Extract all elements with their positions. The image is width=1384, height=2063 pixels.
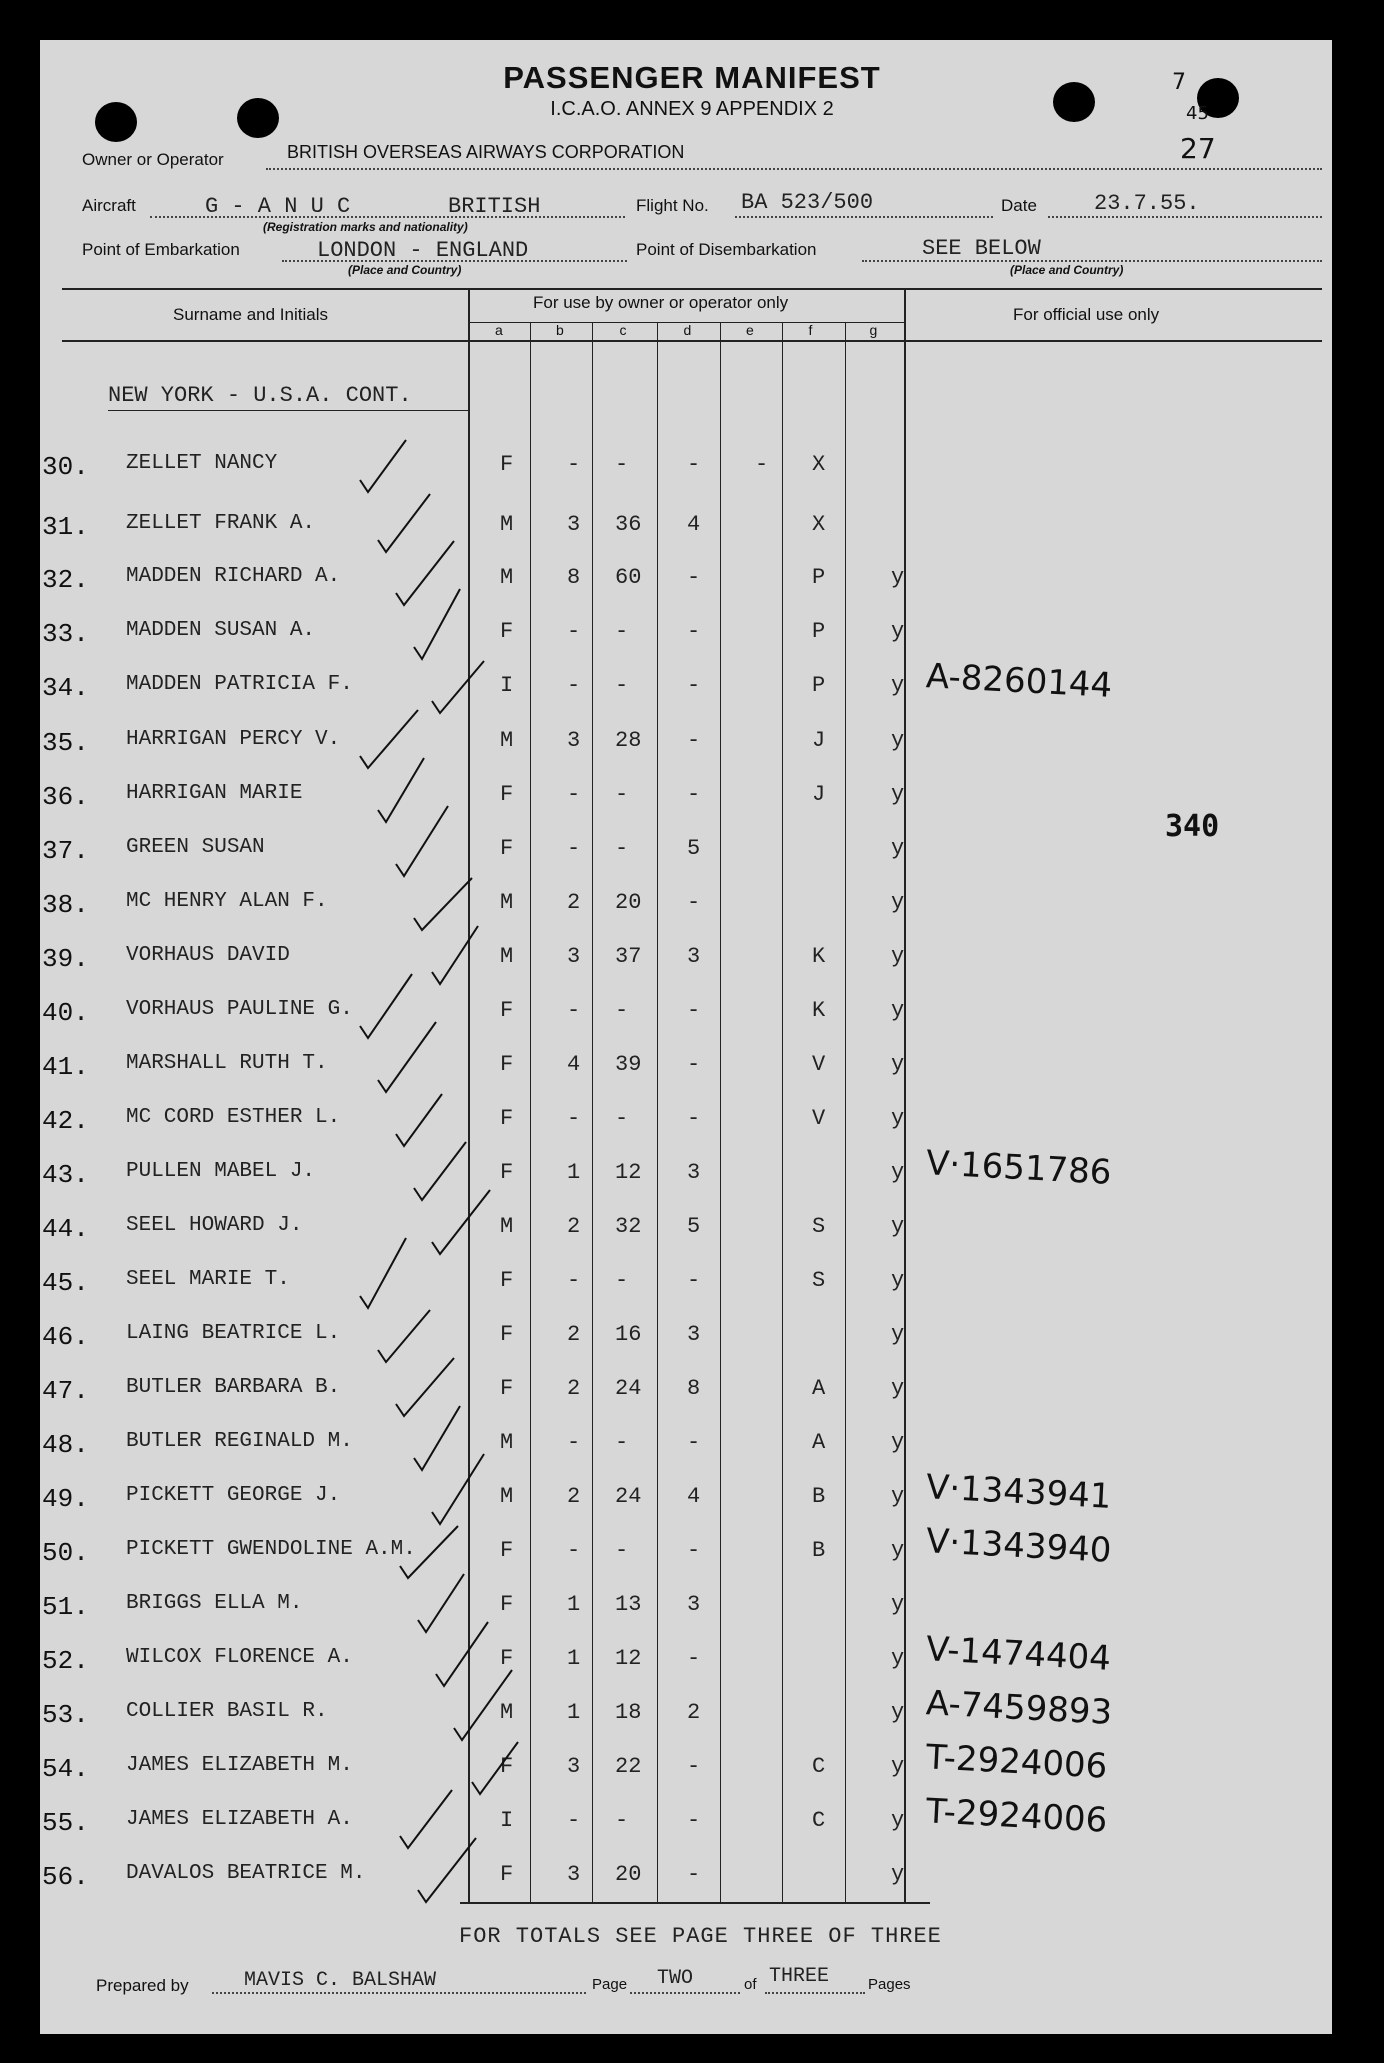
cell-b: 3 xyxy=(567,1754,581,1779)
cell-g: y xyxy=(891,1376,905,1401)
page-label: Page xyxy=(592,1976,628,1993)
row-number: 37. xyxy=(42,836,89,866)
of-line xyxy=(765,1992,865,1994)
date-label: Date xyxy=(1001,196,1037,215)
cell-g: y xyxy=(891,782,905,807)
prepared-line xyxy=(212,1992,586,1994)
cell-b: 3 xyxy=(567,1862,581,1887)
cell-d: - xyxy=(687,1106,701,1131)
prepared-value: MAVIS C. BALSHAW xyxy=(244,1969,437,1992)
flight-value: BA 523/500 xyxy=(741,190,874,215)
cell-f: B xyxy=(812,1538,826,1563)
cell-g: y xyxy=(891,1592,905,1617)
cell-a: M xyxy=(500,1214,514,1239)
disembark-note: (Place and Country) xyxy=(1010,263,1124,277)
cell-g: y xyxy=(891,1106,905,1131)
passenger-name: SEEL MARIE T. xyxy=(126,1268,290,1291)
cell-d: - xyxy=(687,1538,701,1563)
subcolumn-header: e xyxy=(746,322,754,338)
aircraft-note: (Registration marks and nationality) xyxy=(263,220,468,234)
cell-a: M xyxy=(500,565,514,590)
row-number: 49. xyxy=(42,1484,89,1514)
cell-g: y xyxy=(891,1700,905,1725)
tick-mark xyxy=(360,440,406,492)
tick-mark xyxy=(414,1142,466,1200)
tick-mark xyxy=(432,926,478,984)
cell-c: 32 xyxy=(615,1214,642,1239)
passenger-name: ZELLET FRANK A. xyxy=(126,512,316,535)
row-number: 50. xyxy=(42,1538,89,1568)
cell-b: - xyxy=(567,673,581,698)
passenger-name: PULLEN MABEL J. xyxy=(126,1160,316,1183)
cell-a: M xyxy=(500,890,514,915)
row-number: 40. xyxy=(42,998,89,1028)
cell-g: y xyxy=(891,1646,905,1671)
cell-d: - xyxy=(687,1808,701,1833)
tick-mark xyxy=(414,589,460,659)
row-number: 46. xyxy=(42,1322,89,1352)
cell-a: F xyxy=(500,998,514,1023)
cell-b: - xyxy=(567,1430,581,1455)
aircraft-value: G - A N U C xyxy=(205,194,351,219)
cell-f: J xyxy=(812,782,826,807)
passenger-name: HARRIGAN MARIE xyxy=(126,782,303,805)
passenger-name: BRIGGS ELLA M. xyxy=(126,1592,303,1615)
embark-value: LONDON - ENGLAND xyxy=(317,238,529,263)
official-note: A-8260144 xyxy=(925,656,1114,706)
cell-g: y xyxy=(891,1538,905,1563)
cell-g: y xyxy=(891,565,905,590)
passenger-name: LAING BEATRICE L. xyxy=(126,1322,341,1345)
pages-label: Pages xyxy=(868,1976,911,1993)
row-number: 54. xyxy=(42,1754,89,1784)
passenger-name: GREEN SUSAN xyxy=(126,836,265,859)
tick-mark xyxy=(378,1310,430,1362)
page-line xyxy=(630,1992,740,1994)
cell-d: - xyxy=(687,1862,701,1887)
cell-c: 24 xyxy=(615,1376,642,1401)
official-note: V-1474404 xyxy=(925,1629,1112,1679)
row-number: 38. xyxy=(42,890,89,920)
cell-b: 4 xyxy=(567,1052,581,1077)
cell-d: 4 xyxy=(687,512,701,537)
tick-mark xyxy=(396,1358,454,1416)
cell-f: A xyxy=(812,1430,826,1455)
tick-mark xyxy=(418,1838,476,1902)
cell-b: 1 xyxy=(567,1160,581,1185)
cell-b: - xyxy=(567,1106,581,1131)
cell-c: 13 xyxy=(615,1592,642,1617)
cell-b: 3 xyxy=(567,512,581,537)
row-number: 47. xyxy=(42,1376,89,1406)
subcolumn-header: g xyxy=(869,322,878,338)
tick-mark xyxy=(378,758,424,822)
cell-c: - xyxy=(615,998,629,1023)
cell-g: y xyxy=(891,836,905,861)
tick-mark xyxy=(414,878,472,930)
cell-g: y xyxy=(891,1052,905,1077)
passenger-name: JAMES ELIZABETH A. xyxy=(126,1808,353,1831)
cell-a: F xyxy=(500,1268,514,1293)
passenger-name: WILCOX FLORENCE A. xyxy=(126,1646,353,1669)
cell-f: X xyxy=(812,512,826,537)
corner-note-top: 7 xyxy=(1172,70,1186,95)
official-note: V·1651786 xyxy=(925,1143,1113,1193)
cell-f: P xyxy=(812,673,826,698)
tick-mark xyxy=(396,806,448,876)
cell-g: y xyxy=(891,1862,905,1887)
column-header-name: Surname and Initials xyxy=(173,305,328,324)
cell-d: - xyxy=(687,890,701,915)
cell-b: 2 xyxy=(567,890,581,915)
passenger-name: SEEL HOWARD J. xyxy=(126,1214,303,1237)
cell-g: y xyxy=(891,1430,905,1455)
tick-mark xyxy=(432,1454,484,1524)
cell-a: M xyxy=(500,1484,514,1509)
cell-g: y xyxy=(891,1268,905,1293)
cell-c: - xyxy=(615,1808,629,1833)
row-number: 43. xyxy=(42,1160,89,1190)
cell-a: M xyxy=(500,1430,514,1455)
cell-a: F xyxy=(500,1538,514,1563)
tick-mark xyxy=(378,1022,436,1092)
cell-c: 12 xyxy=(615,1646,642,1671)
row-number: 52. xyxy=(42,1646,89,1676)
embark-label: Point of Embarkation xyxy=(82,240,240,259)
cell-a: F xyxy=(500,1646,514,1671)
row-number: 56. xyxy=(42,1862,89,1892)
cell-g: y xyxy=(891,1808,905,1833)
cell-b: 1 xyxy=(567,1592,581,1617)
cell-a: F xyxy=(500,782,514,807)
cell-c: 20 xyxy=(615,1862,642,1887)
passenger-name: JAMES ELIZABETH M. xyxy=(126,1754,353,1777)
official-note: T-2924006 xyxy=(925,1791,1109,1841)
row-number: 35. xyxy=(42,728,89,758)
corner-note-bottom: 27 xyxy=(1180,132,1216,165)
row-number: 53. xyxy=(42,1700,89,1730)
tick-mark xyxy=(418,1574,464,1632)
passenger-name: ZELLET NANCY xyxy=(126,452,278,475)
passenger-name: COLLIER BASIL R. xyxy=(126,1700,328,1723)
cell-f: B xyxy=(812,1484,826,1509)
row-number: 32. xyxy=(42,565,89,595)
cell-b: 2 xyxy=(567,1376,581,1401)
cell-g: y xyxy=(891,944,905,969)
cell-d: - xyxy=(687,565,701,590)
cell-a: F xyxy=(500,452,514,477)
cell-b: 1 xyxy=(567,1700,581,1725)
cell-a: F xyxy=(500,1106,514,1131)
cell-b: 8 xyxy=(567,565,581,590)
tick-mark xyxy=(414,1406,460,1470)
aircraft-nationality: BRITISH xyxy=(448,194,541,219)
cell-g: y xyxy=(891,673,905,698)
cell-f: S xyxy=(812,1214,826,1239)
official-note: A-7459893 xyxy=(925,1683,1114,1733)
tick-mark xyxy=(400,1526,458,1578)
cell-g: y xyxy=(891,728,905,753)
cell-b: - xyxy=(567,452,581,477)
cell-a: M xyxy=(500,512,514,537)
official-note: V·1343940 xyxy=(925,1521,1113,1571)
cell-c: 60 xyxy=(615,565,642,590)
cell-f: P xyxy=(812,619,826,644)
row-number: 33. xyxy=(42,619,89,649)
cell-f: P xyxy=(812,565,826,590)
row-number: 39. xyxy=(42,944,89,974)
tick-mark xyxy=(378,494,430,552)
official-note: V·1343941 xyxy=(925,1467,1113,1517)
cell-c: - xyxy=(615,782,629,807)
disembark-label: Point of Disembarkation xyxy=(636,240,817,259)
cell-f: X xyxy=(812,452,826,477)
cell-d: 2 xyxy=(687,1700,701,1725)
passenger-name: DAVALOS BEATRICE M. xyxy=(126,1862,366,1885)
passenger-name: HARRIGAN PERCY V. xyxy=(126,728,341,751)
passenger-name: BUTLER BARBARA B. xyxy=(126,1376,341,1399)
cell-b: 3 xyxy=(567,728,581,753)
cell-c: - xyxy=(615,452,629,477)
cell-d: - xyxy=(687,1646,701,1671)
cell-f: A xyxy=(812,1376,826,1401)
row-number: 44. xyxy=(42,1214,89,1244)
cell-a: F xyxy=(500,1322,514,1347)
passenger-name: PICKETT GEORGE J. xyxy=(126,1484,341,1507)
cell-a: F xyxy=(500,1160,514,1185)
cell-e: - xyxy=(755,452,769,477)
tick-mark xyxy=(360,974,412,1038)
cell-g: y xyxy=(891,1214,905,1239)
cell-a: M xyxy=(500,728,514,753)
cell-d: 3 xyxy=(687,1322,701,1347)
cell-g: y xyxy=(891,998,905,1023)
row-number: 34. xyxy=(42,673,89,703)
cell-f: K xyxy=(812,998,826,1023)
cell-c: - xyxy=(615,1106,629,1131)
cell-d: - xyxy=(687,782,701,807)
corner-note-mid: 45 xyxy=(1186,103,1209,124)
cell-c: 28 xyxy=(615,728,642,753)
of-label: of xyxy=(744,1976,757,1993)
cell-g: y xyxy=(891,1754,905,1779)
form-title: PASSENGER MANIFEST xyxy=(503,60,881,95)
cell-c: 20 xyxy=(615,890,642,915)
passenger-name: VORHAUS DAVID xyxy=(126,944,290,967)
passenger-name: MADDEN SUSAN A. xyxy=(126,619,316,642)
cell-f: C xyxy=(812,1754,826,1779)
cell-d: - xyxy=(687,1430,701,1455)
embark-note: (Place and Country) xyxy=(348,263,462,277)
cell-a: M xyxy=(500,1700,514,1725)
cell-c: 16 xyxy=(615,1322,642,1347)
cell-a: F xyxy=(500,1376,514,1401)
page-value: TWO xyxy=(657,1967,694,1990)
official-stamp: 340 xyxy=(1165,809,1220,844)
cell-c: 12 xyxy=(615,1160,642,1185)
row-number: 42. xyxy=(42,1106,89,1136)
cell-c: 39 xyxy=(615,1052,642,1077)
cell-d: - xyxy=(687,728,701,753)
cell-f: S xyxy=(812,1268,826,1293)
cell-b: - xyxy=(567,1268,581,1293)
prepared-label: Prepared by xyxy=(96,1976,189,1995)
subcolumn-header: d xyxy=(683,322,692,338)
subcolumn-header: c xyxy=(619,322,627,338)
cell-c: 37 xyxy=(615,944,642,969)
cell-b: - xyxy=(567,1808,581,1833)
cell-a: F xyxy=(500,1592,514,1617)
cell-c: - xyxy=(615,1430,629,1455)
cell-b: - xyxy=(567,782,581,807)
cell-d: 3 xyxy=(687,944,701,969)
cell-g: y xyxy=(891,1160,905,1185)
column-header-owner: For use by owner or operator only xyxy=(533,293,789,312)
cell-d: 5 xyxy=(687,836,701,861)
column-header-official: For official use only xyxy=(1013,305,1160,324)
cell-a: F xyxy=(500,836,514,861)
cell-d: 8 xyxy=(687,1376,701,1401)
cell-c: 22 xyxy=(615,1754,642,1779)
cell-a: M xyxy=(500,944,514,969)
cell-b: 2 xyxy=(567,1214,581,1239)
section-destination: NEW YORK - U.S.A. CONT. xyxy=(108,383,412,408)
tick-mark xyxy=(360,1238,406,1308)
of-value: THREE xyxy=(769,1965,830,1988)
subcolumn-header: b xyxy=(556,322,564,338)
row-number: 36. xyxy=(42,782,89,812)
date-value: 23.7.55. xyxy=(1094,191,1200,216)
cell-c: - xyxy=(615,619,629,644)
passenger-name: MC CORD ESTHER L. xyxy=(126,1106,341,1129)
cell-d: - xyxy=(687,673,701,698)
passenger-name: PICKETT GWENDOLINE A.M. xyxy=(126,1538,416,1561)
cell-f: K xyxy=(812,944,826,969)
cell-c: - xyxy=(615,673,629,698)
cell-b: 1 xyxy=(567,1646,581,1671)
cell-d: - xyxy=(687,619,701,644)
cell-d: - xyxy=(687,1052,701,1077)
passenger-name: MC HENRY ALAN F. xyxy=(126,890,328,913)
cell-c: - xyxy=(615,1538,629,1563)
tick-mark xyxy=(396,541,454,605)
cell-b: 2 xyxy=(567,1484,581,1509)
form-subtitle: I.C.A.O. ANNEX 9 APPENDIX 2 xyxy=(550,98,834,120)
cell-d: 5 xyxy=(687,1214,701,1239)
cell-f: C xyxy=(812,1808,826,1833)
tick-mark xyxy=(436,1622,488,1686)
official-note: T-2924006 xyxy=(925,1737,1109,1787)
cell-a: F xyxy=(500,1052,514,1077)
cell-g: y xyxy=(891,1484,905,1509)
cell-c: 36 xyxy=(615,512,642,537)
tick-mark xyxy=(432,1190,490,1254)
cell-d: - xyxy=(687,1268,701,1293)
cell-d: 3 xyxy=(687,1592,701,1617)
cell-d: - xyxy=(687,452,701,477)
cell-d: - xyxy=(687,1754,701,1779)
passenger-name: MARSHALL RUTH T. xyxy=(126,1052,328,1075)
cell-c: - xyxy=(615,836,629,861)
owner-value: BRITISH OVERSEAS AIRWAYS CORPORATION xyxy=(287,142,685,162)
cell-c: - xyxy=(615,1268,629,1293)
cell-b: - xyxy=(567,1538,581,1563)
cell-b: - xyxy=(567,836,581,861)
tick-mark xyxy=(360,710,418,768)
subcolumn-header: f xyxy=(808,322,813,338)
tick-mark xyxy=(472,1742,518,1794)
totals-note: FOR TOTALS SEE PAGE THREE OF THREE xyxy=(459,1924,942,1949)
passenger-name: MADDEN RICHARD A. xyxy=(126,565,341,588)
cell-g: y xyxy=(891,1322,905,1347)
passenger-name: VORHAUS PAULINE G. xyxy=(126,998,353,1021)
aircraft-label: Aircraft xyxy=(82,196,136,215)
row-number: 30. xyxy=(42,452,89,482)
cell-a: F xyxy=(500,1862,514,1887)
tick-mark xyxy=(396,1094,442,1146)
flight-label: Flight No. xyxy=(636,196,709,215)
row-number: 45. xyxy=(42,1268,89,1298)
cell-c: 24 xyxy=(615,1484,642,1509)
cell-a: I xyxy=(500,1808,514,1833)
cell-c: 18 xyxy=(615,1700,642,1725)
row-number: 48. xyxy=(42,1430,89,1460)
cell-d: - xyxy=(687,998,701,1023)
cell-g: y xyxy=(891,890,905,915)
cell-a: F xyxy=(500,619,514,644)
cell-b: - xyxy=(567,998,581,1023)
tick-mark xyxy=(432,661,484,713)
cell-f: J xyxy=(812,728,826,753)
cell-a: I xyxy=(500,673,514,698)
row-number: 41. xyxy=(42,1052,89,1082)
disembark-value: SEE BELOW xyxy=(922,236,1041,261)
cell-d: 4 xyxy=(687,1484,701,1509)
row-number: 51. xyxy=(42,1592,89,1622)
passenger-name: MADDEN PATRICIA F. xyxy=(126,673,353,696)
cell-d: 3 xyxy=(687,1160,701,1185)
passenger-name: BUTLER REGINALD M. xyxy=(126,1430,353,1453)
cell-f: V xyxy=(812,1052,826,1077)
cell-a: F xyxy=(500,1754,514,1779)
cell-f: V xyxy=(812,1106,826,1131)
cell-b: 3 xyxy=(567,944,581,969)
cell-b: - xyxy=(567,619,581,644)
cell-b: 2 xyxy=(567,1322,581,1347)
owner-label: Owner or Operator xyxy=(82,150,224,169)
tick-mark xyxy=(454,1670,512,1740)
subcolumn-header: a xyxy=(495,322,503,338)
row-number: 55. xyxy=(42,1808,89,1838)
cell-g: y xyxy=(891,619,905,644)
row-number: 31. xyxy=(42,512,89,542)
tick-mark xyxy=(400,1790,452,1848)
